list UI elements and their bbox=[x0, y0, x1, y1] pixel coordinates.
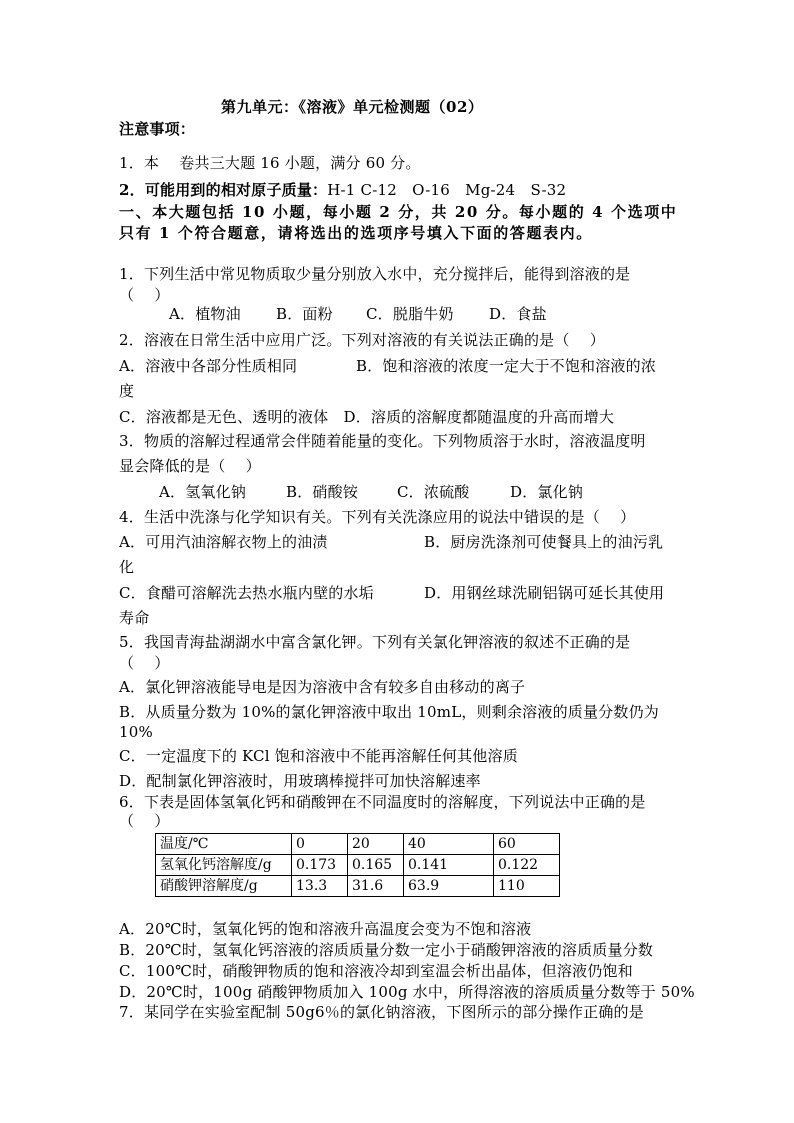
q4-option-b-cont: 化 bbox=[119, 558, 135, 576]
q3-options bbox=[159, 483, 583, 501]
q1-option-a: A．植物油 bbox=[169, 305, 241, 323]
q4-stem: 4．生活中洗涤与化学知识有关。下列有关洗涤应用的说法中错误的是（ ） bbox=[119, 508, 636, 526]
table-row bbox=[156, 876, 560, 897]
q4-option-c: C．食醋可溶解洗去热水瓶内壁的水垢 bbox=[119, 584, 374, 602]
q6-stem-1: 6．下表是固体氢氧化钙和硝酸钾在不同温度时的溶解度，下列说法中正确的是 bbox=[119, 793, 646, 811]
notice-item-2-label: 2．可能用到的相对原子质量： bbox=[119, 181, 328, 199]
q1-option-d: D．食盐 bbox=[489, 305, 547, 323]
table-cell: 0.141 bbox=[404, 855, 494, 876]
table-header-cell: 60 bbox=[494, 834, 560, 855]
q6-option-d: D．20℃时，100g 硝酸钾物质加入 100g 水中，所得溶液的溶质质量分数等于 50% bbox=[119, 983, 695, 1001]
q2-option-a: A．溶液中各部分性质相同 bbox=[119, 357, 298, 375]
q4-option-d: D．用钢丝球洗刷铝锅可延长其使用 bbox=[424, 584, 665, 602]
q3-option-b: B．硝酸铵 bbox=[286, 483, 359, 501]
q6-option-b: B．20℃时，氢氧化钙溶液的溶质质量分数一定小于硝酸钾溶液的溶质质量分数 bbox=[119, 941, 654, 959]
q2-option-b: B．饱和溶液的浓度一定大于不饱和溶液的浓 bbox=[356, 357, 657, 375]
table-cell: 13.3 bbox=[292, 876, 348, 897]
q4-option-a: A．可用汽油溶解衣物上的油渍 bbox=[119, 533, 328, 551]
q5-stem-1: 5．我国青海盐湖湖水中富含氯化钾。下列有关氯化钾溶液的叙述不正确的是 bbox=[119, 633, 631, 651]
section1-line1: 一、本大题包括 10 小题，每小题 2 分，共 20 分。每小题的 4 个选项中 bbox=[119, 203, 678, 221]
q7-stem: 7．某同学在实验室配制 50g6％的氯化钠溶液，下图所示的部分操作正确的是 bbox=[119, 1003, 644, 1021]
q1-stem-2: （ ） bbox=[119, 286, 170, 304]
page-title: 第九单元：《溶液》单元检测题（02） bbox=[221, 98, 484, 116]
q1-option-c: C．脱脂牛奶 bbox=[366, 305, 454, 323]
table-header-cell: 20 bbox=[348, 834, 404, 855]
q4-option-b: B．厨房洗涤剂可使餐具上的油污乳 bbox=[424, 533, 664, 551]
table-cell: 0.165 bbox=[348, 855, 404, 876]
q3-stem-1: 3．物质的溶解过程通常会伴随着能量的变化。下列物质溶于水时，溶液温度明 bbox=[119, 432, 646, 450]
table-row bbox=[156, 855, 560, 876]
q5-option-a: A．氯化钾溶液能导电是因为溶液中含有较多自由移动的离子 bbox=[119, 678, 526, 696]
table-cell: 31.6 bbox=[348, 876, 404, 897]
q1-options bbox=[169, 305, 547, 323]
q5-option-d: D．配制氯化钾溶液时，用玻璃棒搅拌可加快溶解速率 bbox=[119, 772, 481, 790]
table-cell: 110 bbox=[494, 876, 560, 897]
table-header-cell: 温度/℃ bbox=[156, 834, 292, 855]
q1-option-b: B．面粉 bbox=[276, 305, 333, 323]
table-cell: 0.122 bbox=[494, 855, 560, 876]
q2-option-b-cont: 度 bbox=[119, 382, 135, 400]
q2-stem: 2．溶液在日常生活中应用广泛。下列对溶液的有关说法正确的是（ ） bbox=[119, 331, 605, 349]
table-header-cell: 0 bbox=[292, 834, 348, 855]
q4-option-d-cont: 寿命 bbox=[119, 609, 150, 627]
q6-option-c: C．100℃时，硝酸钾物质的饱和溶液冷却到室温会析出晶体，但溶液仍饱和 bbox=[119, 962, 633, 980]
table-header-cell: 40 bbox=[404, 834, 494, 855]
notice-item-1: 1．本 卷共三大题 16 小题，满分 60 分。 bbox=[119, 154, 421, 172]
q3-option-c: C．浓硫酸 bbox=[397, 483, 470, 501]
q1-stem-1: 1．下列生活中常见物质取少量分别放入水中，充分搅拌后，能得到溶液的是 bbox=[119, 265, 631, 283]
q3-stem-2: 显会降低的是（ ） bbox=[119, 457, 261, 475]
q5-option-b-1: B．从质量分数为 10%的氯化钾溶液中取出 10mL，则剩余溶液的质量分数仍为 bbox=[119, 703, 659, 721]
table-cell: 63.9 bbox=[404, 876, 494, 897]
q5-stem-2: （ ） bbox=[119, 654, 170, 672]
notice-item-2-masses: H-1 C-12 O-16 Mg-24 S-32 bbox=[327, 181, 567, 199]
q3-option-d: D．氯化钠 bbox=[510, 483, 584, 501]
table-cell: 硝酸钾溶解度/g bbox=[156, 876, 292, 897]
q2-option-cd: C．溶液都是无色、透明的液体 D．溶质的溶解度都随温度的升高而增大 bbox=[119, 408, 615, 426]
q3-option-a: A．氢氧化钠 bbox=[159, 483, 247, 501]
q6-stem-2: （ ） bbox=[119, 812, 170, 830]
solubility-table bbox=[155, 833, 560, 897]
notice-heading: 注意事项： bbox=[119, 120, 196, 138]
table-cell: 0.173 bbox=[292, 855, 348, 876]
table-cell: 氢氧化钙溶解度/g bbox=[156, 855, 292, 876]
notice-item-2 bbox=[119, 181, 566, 199]
q5-option-b-2: 10% bbox=[119, 723, 153, 741]
q6-option-a: A．20℃时，氢氧化钙的饱和溶液升高温度会变为不饱和溶液 bbox=[119, 920, 532, 938]
table-header-row bbox=[156, 834, 560, 855]
q5-option-c: C．一定温度下的 KCl 饱和溶液中不能再溶解任何其他溶质 bbox=[119, 747, 518, 765]
section1-line2: 只有 1 个符合题意，请将选出的选项序号填入下面的答题表内。 bbox=[119, 224, 593, 242]
